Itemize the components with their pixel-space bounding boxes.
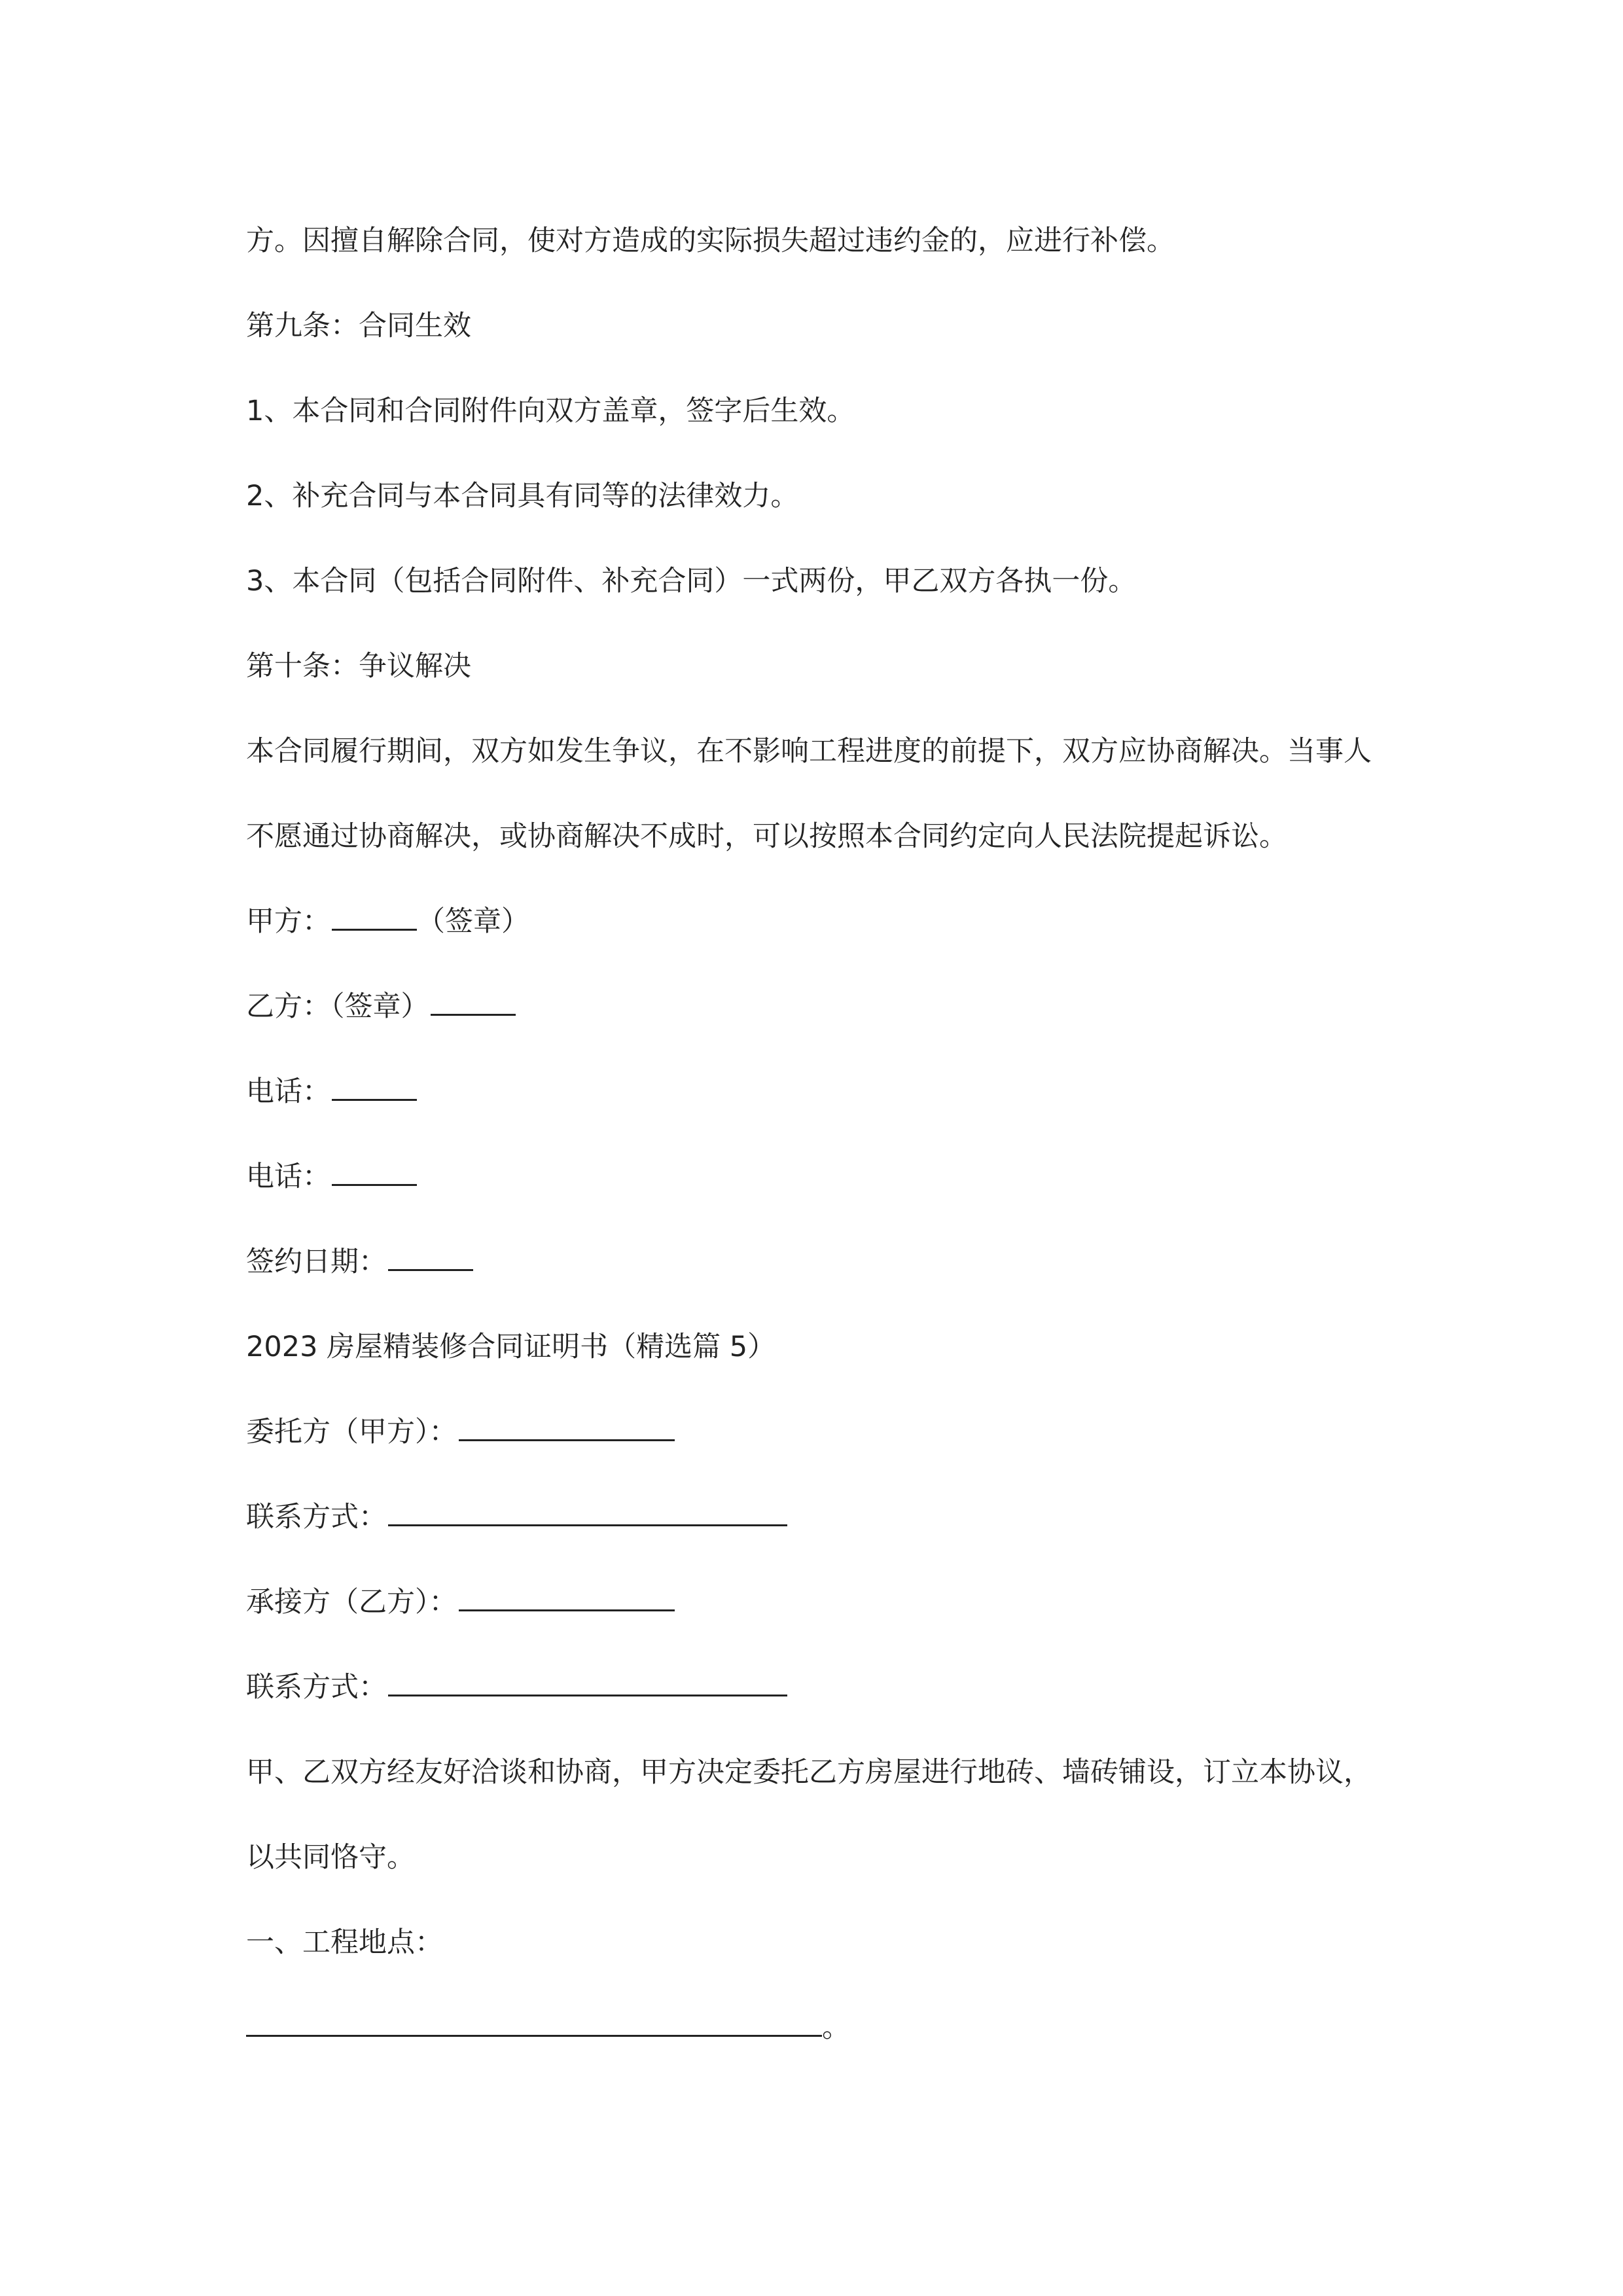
- clause-9-3: 3、本合同（包括合同附件、补充合同）一式两份，甲乙双方各执一份。: [246, 565, 1137, 598]
- project-location-label: 一、工程地点：: [246, 1926, 443, 1959]
- client-label: 委托方（甲方）：: [246, 1416, 457, 1448]
- sign-date-label: 签约日期：: [246, 1246, 387, 1278]
- contractor-contact-blank[interactable]: [388, 1668, 787, 1696]
- contractor-label: 承接方（乙方）：: [246, 1586, 457, 1619]
- sign-date-blank[interactable]: [388, 1243, 473, 1271]
- client-contact-blank[interactable]: [388, 1498, 787, 1526]
- party-a-label: 甲方：: [246, 905, 330, 938]
- client-contact-row: [246, 1498, 787, 1537]
- dispute-paragraph-line-2: 不愿通过协商解决，或协商解决不成时，可以按照本合同约定向人民法院提起诉讼。: [246, 820, 1287, 853]
- party-b-label: 乙方：（签章）: [246, 990, 429, 1023]
- phone-row-2: [246, 1157, 417, 1196]
- contractor-row: [246, 1583, 675, 1622]
- dispute-paragraph-line-1: 本合同履行期间，双方如发生争议，在不影响工程进度的前提下，双方应协商解决。当事人: [246, 735, 1372, 768]
- contractor-contact-label: 联系方式：: [246, 1671, 387, 1704]
- party-a-seal-label: （签章）: [417, 905, 529, 938]
- contractor-name-blank[interactable]: [459, 1583, 675, 1611]
- party-b-signature-row: [246, 987, 516, 1026]
- project-location-end: 。: [822, 2011, 850, 2044]
- project-location-blank[interactable]: [246, 2009, 822, 2037]
- phone-blank-1[interactable]: [332, 1073, 417, 1101]
- clause-9-2: 2、补充合同与本合同具有同等的法律效力。: [246, 480, 799, 512]
- article-9-heading: 第九条：合同生效: [246, 310, 471, 342]
- agreement-paragraph-line-2: 以共同恪守。: [246, 1841, 415, 1874]
- client-name-blank[interactable]: [459, 1413, 675, 1441]
- article-10-heading: 第十条：争议解决: [246, 650, 471, 683]
- phone-label-1: 电话：: [246, 1075, 330, 1108]
- contractor-contact-row: [246, 1668, 787, 1707]
- phone-label-2: 电话：: [246, 1160, 330, 1193]
- party-a-signature-blank[interactable]: [332, 903, 417, 931]
- client-row: [246, 1412, 675, 1452]
- phone-blank-2[interactable]: [332, 1158, 417, 1186]
- agreement-paragraph-line-1: 甲、乙双方经友好洽谈和协商，甲方决定委托乙方房屋进行地砖、墙砖铺设，订立本协议，: [246, 1756, 1372, 1789]
- phone-row-1: [246, 1072, 417, 1111]
- clause-9-1: 1、本合同和合同附件向双方盖章，签字后生效。: [246, 395, 855, 427]
- paragraph-line: 方。因擅自解除合同，使对方造成的实际损失超过违约金的，应进行补偿。: [246, 224, 1175, 257]
- sign-date-row: [246, 1242, 473, 1282]
- party-b-signature-blank[interactable]: [431, 988, 516, 1016]
- party-a-signature-row: [246, 902, 529, 941]
- client-contact-label: 联系方式：: [246, 1501, 387, 1534]
- project-location-row: [246, 2008, 850, 2047]
- section-title: 2023 房屋精装修合同证明书（精选篇 5）: [246, 1331, 776, 1363]
